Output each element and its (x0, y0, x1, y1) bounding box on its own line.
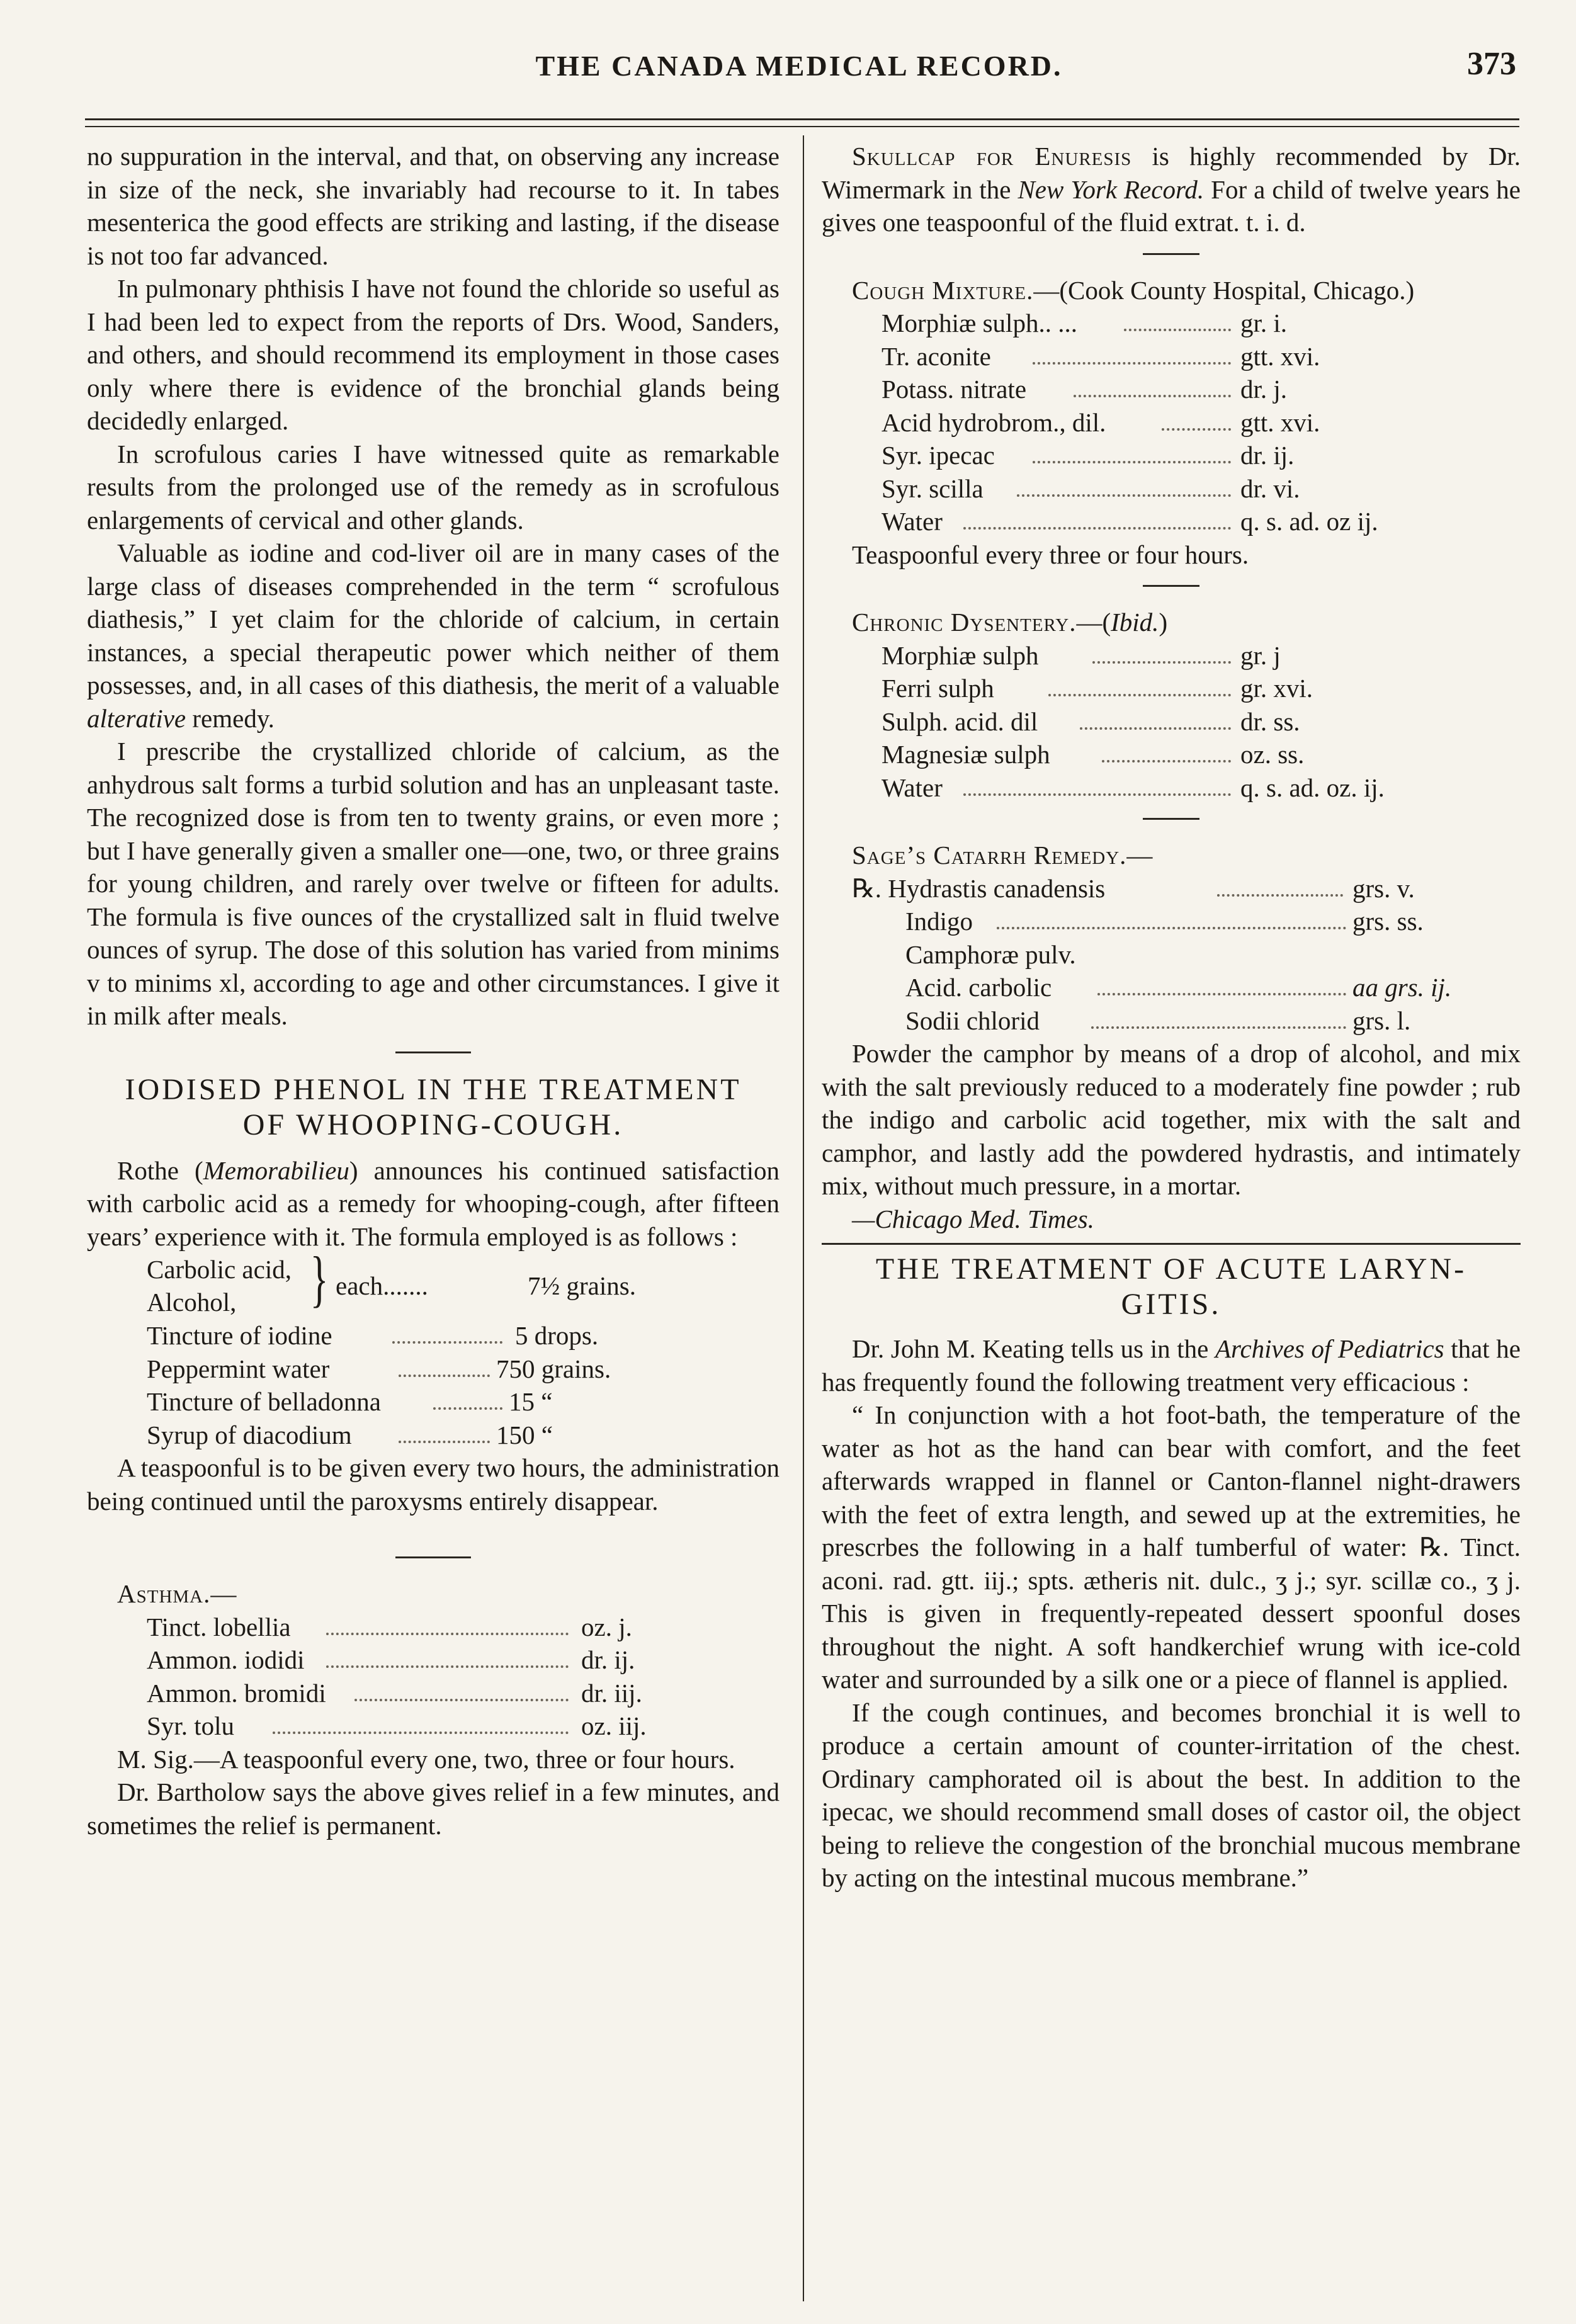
formula-row (882, 472, 1521, 506)
ingredient: Indigo (905, 907, 973, 936)
paragraph-text: Rothe ( (117, 1155, 203, 1185)
paragraph (822, 274, 1521, 307)
recipe-title: Skullcap for Enuresis (852, 142, 1132, 171)
leader-dots (1092, 661, 1231, 664)
dose: 15 “ (509, 1387, 553, 1416)
ingredient: Water (882, 773, 943, 802)
paragraph: I prescribe the crystallized chloride of calcium, as the anhydrous salt forms a turbid solution and has an unpleasant taste. The recognized dose is from ten to twenty grains, or even more ; but I have generally given a smaller one—one, two, or three grains for young children, and rarely over twelve or fifteen for adults. The formula is five ounces of the crystallized salt in fluid twelve ounces of syrup. The dose of this solution has varied from minims v to minims xl, according to age and other circumstances. I give it in milk after meals. (87, 737, 779, 1030)
leader-dots (433, 1407, 502, 1410)
paragraph-text: remedy. (192, 703, 275, 733)
dose: 7½ grains. (528, 1271, 636, 1300)
ingredient: Syrup of diacodium (147, 1420, 352, 1449)
source-title: —Chicago Med. Times. (852, 1204, 1094, 1233)
ingredient: ℞. Hydrastis canadensis (852, 873, 1106, 903)
leader-dots (1048, 694, 1231, 696)
ingredient: Carbolic acid, (147, 1255, 292, 1284)
formula-row (882, 505, 1521, 538)
ingredient: Syr. scilla (882, 473, 984, 503)
ingredient: Magnesiæ sulph (882, 740, 1050, 769)
dose: gtt. xvi. (1240, 407, 1320, 437)
leader-dots (1102, 760, 1231, 762)
formula-group (147, 1244, 779, 1319)
header-rule (85, 118, 1519, 120)
section-heading: OF WHOOPING-COUGH. (242, 1108, 624, 1142)
ingredient: Tincture of belladonna (147, 1387, 381, 1416)
formula-row (147, 1677, 779, 1710)
leader-dots (1017, 494, 1231, 497)
formula-row (882, 672, 1521, 705)
dose: grs. ss. (1352, 907, 1424, 936)
dose: 5 drops. (515, 1321, 599, 1350)
running-head: THE CANADA MEDICAL RECORD. (535, 50, 1063, 82)
ingredient: Syr. tolu (147, 1711, 234, 1740)
paragraph: Teaspoonful every three or four hours. (852, 540, 1249, 569)
column-divider (803, 135, 804, 2301)
recipe-title: Sage’s Catarrh Remedy.— (852, 841, 1154, 870)
ingredient: Sulph. acid. dil (882, 706, 1038, 736)
recipe-title: Chronic Dysentery. (852, 608, 1077, 637)
left-column (87, 140, 779, 1842)
leader-dots (963, 527, 1231, 530)
dose: 750 grains. (496, 1354, 611, 1383)
ingredient: Peppermint water (147, 1354, 330, 1383)
paragraph: Dr. Bartholow says the above gives relief in a few minutes, and sometimes the relief is permanent. (87, 1777, 779, 1840)
formula-row (882, 639, 1521, 672)
dose: grs. l. (1352, 1006, 1411, 1035)
formula-row (882, 439, 1521, 472)
ingredient: Sodii chlorid (905, 1006, 1040, 1035)
formula-list (882, 307, 1521, 538)
paragraph: In scrofulous caries I have witnessed quite as remarkable results from the prolonged use of the remedy as in scrofulous enlargements of cervical and other glands. (87, 439, 779, 535)
paragraph: “ In conjunction with a hot foot-bath, the temperature of the water as hot as the hand can bear with comfort, and the feet afterwards wrapped in flannel or Canton-flannel night-drawers with the feet of extra length, and sewed up at the extremities, he prescrbes the following in a half tumberful of water: ℞. Tinct. aconi. rad. gtt. iij.; spts. ætheris nit. dulc., ʒ j.; syr. scillæ co., ʒ j. This is given in frequently-repeated dessert spoonful doses throughout the night. A soft handkerchief wrung with ice-cold water and surrounded by a silk one or a piece of flannel is applied. (822, 1400, 1521, 1694)
paragraph-text: For a child of twelve years he gives one teaspoonful of the fluid extrat. t. i. d. (822, 174, 1521, 237)
formula-row (905, 905, 1521, 938)
ingredient: Ammon. iodidi (147, 1645, 305, 1674)
section-heading: THE TREATMENT OF ACUTE LARYN- (875, 1252, 1467, 1286)
leader-dots (326, 1665, 569, 1668)
leader-dots (1074, 395, 1231, 397)
formula-list (882, 639, 1521, 805)
leader-dots (1217, 894, 1343, 897)
dose: gr. i. (1240, 309, 1288, 337)
formula-row (882, 307, 1521, 340)
ingredient: Acid hydrobrom., dil. (882, 407, 1106, 437)
ingredient: Ferri sulph (882, 674, 994, 703)
formula-row (147, 1611, 779, 1644)
page-number: 373 (1467, 46, 1516, 82)
formula-row (882, 373, 1521, 406)
recipe-title: Asthma.— (117, 1579, 237, 1608)
formula-row (147, 1385, 779, 1419)
paragraph (822, 1332, 1521, 1398)
paragraph (822, 606, 1521, 639)
ingredient: Camphoræ pulv. (905, 939, 1076, 969)
section-separator (1143, 585, 1199, 587)
formula-list (147, 1319, 779, 1451)
source-title: Ibid. (1111, 608, 1159, 637)
paragraph: A teaspoonful is to be given every two hours, the administration being continued until the paroxysms entirely disappear. (87, 1453, 779, 1516)
ingredient: Acid. carbolic (905, 973, 1052, 1002)
formula-row (905, 938, 1521, 972)
formula-list (147, 1611, 779, 1743)
formula-row (882, 738, 1521, 771)
paragraph-text: is highly recommended by Dr. Wimermark in the (822, 142, 1521, 204)
ingredient: Tincture of iodine (147, 1321, 332, 1350)
formula-row (882, 340, 1521, 373)
ingredient-each: each....... (336, 1271, 428, 1300)
source-text: —( (1076, 608, 1111, 637)
dose: dr. j. (1240, 375, 1288, 404)
leader-dots (1033, 362, 1231, 365)
source-text: ) (1159, 608, 1168, 637)
section-separator (395, 1051, 471, 1053)
leader-dots (1162, 428, 1231, 431)
paragraph: M. Sig.—A teaspoonful every one, two, three or four hours. (117, 1744, 735, 1774)
formula-row (882, 771, 1521, 805)
dose: oz. iij. (581, 1711, 647, 1740)
leader-dots (963, 793, 1231, 796)
formula-list (852, 872, 1521, 1038)
paragraph: In pulmonary phthisis I have not found the chloride so useful as I had been led to expect from the reports of Drs. Wood, Sanders, and others, and should recommend its employment in those cases only where there is evidence of the bronchial glands being decidedly enlarged. (87, 274, 779, 435)
paragraph (822, 140, 1521, 239)
leader-dots (273, 1732, 569, 1734)
ingredient: Alcohol, (147, 1288, 237, 1317)
dose: gr. xvi. (1240, 674, 1313, 703)
formula-row (147, 1643, 779, 1677)
dose: oz. j. (581, 1612, 632, 1641)
section-rule (822, 1235, 1521, 1252)
ingredient: Tr. aconite (882, 341, 991, 371)
formula-row (147, 1419, 779, 1452)
dose: dr. ij. (581, 1645, 635, 1674)
formula-row (882, 705, 1521, 739)
formula-row (852, 872, 1521, 905)
formula-row (882, 406, 1521, 439)
paragraph: no suppuration in the interval, and that, on observing any increase in size of the neck, she invariably had recourse to it. In tabes mesenterica the good effects are striking and lasting, if the disease is not too far advanced. (87, 142, 779, 270)
page-header (82, 46, 1516, 99)
dose: gr. j (1240, 640, 1281, 670)
dose: q. s. ad. oz. ij. (1240, 773, 1385, 802)
dose: gtt. xvi. (1240, 341, 1320, 371)
leader-dots (399, 1375, 490, 1377)
dose: grs. v. (1352, 873, 1415, 903)
leader-dots (354, 1699, 569, 1701)
source-title: New York Record. (1018, 174, 1205, 204)
emphasis: alterative (87, 703, 186, 733)
leader-dots (1033, 461, 1231, 463)
paragraph-text: ) announces his continued satisfaction with carbolic acid as a remedy for whooping-cough, after fifteen years’ experience with it. The formula employed is as follows : (87, 1155, 779, 1251)
leader-dots (392, 1341, 502, 1344)
dose: dr. ss. (1240, 706, 1300, 736)
paragraph-text: Valuable as iodine and cod-liver oil are in many cases of the large class of diseases comprehended in the term “ scrofulous diathesis,” I yet claim for the chloride of calcium, in certain instances, a special therapeutic power which neither of them possesses, and, in all cases of this diathesis, the merit of a valuable (87, 538, 779, 700)
paragraph: Powder the camphor by means of a drop of alcohol, and mix with the salt previously reduced to a moderately fine powder ; rub the indigo and carbolic acid together, mix with the salt and camphor, and lastly add the powdered hydrastis, and intimately mix, without much pressure, in a mortar. (822, 1039, 1521, 1200)
recipe-title: Cough Mixture. (852, 275, 1034, 305)
ingredient: Morphiæ sulph.. ... (882, 309, 1077, 337)
full-rule (822, 1243, 1521, 1245)
leader-dots (1124, 329, 1231, 331)
ingredient: Potass. nitrate (882, 375, 1027, 404)
paragraph-text: Dr. John M. Keating tells us in the (852, 1334, 1215, 1363)
leader-dots (326, 1633, 569, 1635)
ingredient: Morphiæ sulph (882, 640, 1039, 670)
right-column (822, 140, 1521, 1895)
leader-dots (1080, 727, 1231, 730)
ingredient: Syr. ipecac (882, 441, 995, 470)
leader-dots (399, 1441, 490, 1443)
paragraph (87, 1154, 779, 1254)
dose: 150 “ (496, 1420, 553, 1449)
section-separator (1143, 818, 1199, 820)
section-separator (395, 1556, 471, 1558)
header-rule-thin (85, 126, 1519, 127)
section-heading: GITIS. (1121, 1288, 1222, 1321)
section-separator (1143, 253, 1199, 255)
dose: dr. ij. (1240, 441, 1295, 470)
source-title: Memorabilieu (203, 1155, 349, 1185)
source-title: Archives of Pediatrics (1215, 1334, 1444, 1363)
dose: dr. iij. (581, 1678, 642, 1708)
dose: q. s. ad. oz ij. (1240, 507, 1378, 536)
paragraph-text: that he has frequently found the following treatment very efficacious : (822, 1334, 1521, 1397)
dose: oz. ss. (1240, 740, 1305, 769)
formula-row (147, 1319, 779, 1352)
formula-row (905, 971, 1521, 1004)
ingredient: Ammon. bromidi (147, 1678, 326, 1708)
ingredient: Tinct. lobellia (147, 1612, 291, 1641)
dose: dr. vi. (1240, 473, 1300, 503)
leader-dots (1097, 993, 1346, 995)
formula-row (147, 1352, 779, 1386)
brace-glyph: } (310, 1244, 329, 1313)
paragraph (87, 536, 779, 735)
formula-row (905, 1004, 1521, 1038)
section-heading: IODISED PHENOL IN THE TREATMENT (125, 1072, 742, 1106)
leader-dots (1091, 1026, 1346, 1029)
leader-dots (997, 927, 1346, 929)
formula-row (147, 1709, 779, 1743)
paragraph: If the cough continues, and becomes bronchial it is well to produce a certain amount of counter-irritation of the chest. Ordinary camphorated oil is about the best. In addition to the ipecac, we should recommend small doses of castor oil, the object being to relieve the congestion of the bronchial mucous membrane by acting on the intestinal mucous membrane.” (822, 1698, 1521, 1892)
ingredient: Water (882, 507, 943, 536)
source-line (822, 1203, 1521, 1236)
source-text: —(Cook County Hospital, Chicago.) (1033, 275, 1415, 305)
dose: aa grs. ij. (1352, 973, 1452, 1002)
